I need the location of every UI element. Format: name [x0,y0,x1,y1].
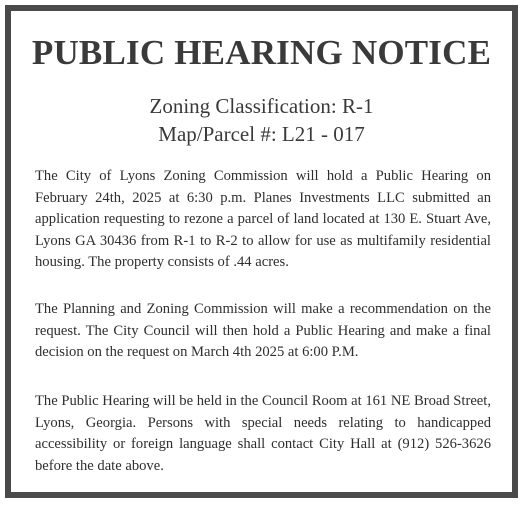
notice-title: PUBLIC HEARING NOTICE [31,33,492,72]
zoning-classification: Zoning Classification: R-1 [149,94,374,118]
public-hearing-notice [5,5,518,498]
hearing-details-paragraph: The City of Lyons Zoning Commission will hold a Public Hearing on February 24th, 2025 at 6:30 p.m. Planes Investments LLC submitted an application requesting to rezone a parcel of land located at 130 E. Stuart Ave, Lyons GA 30436 from R-1 to R-2 to allow for use as multifamily residential housing. The property consists of .44 acres. [35,168,491,270]
council-decision-paragraph: The Planning and Zoning Commission will make a recommendation on the request. The City Council will then hold a Public Hearing and make a final decision on the request on March 4th 2025 at 6:00 P.M. [35,301,491,360]
location-contact-paragraph: The Public Hearing will be held in the Council Room at 161 NE Broad Street, Lyons, Georgia. Persons with special needs relating to handicapped accessibility or foreign language shall contact City Hall at (912) 526-3626 before the date above. [35,393,491,474]
map-parcel-number: Map/Parcel #: L21 - 017 [158,122,365,146]
